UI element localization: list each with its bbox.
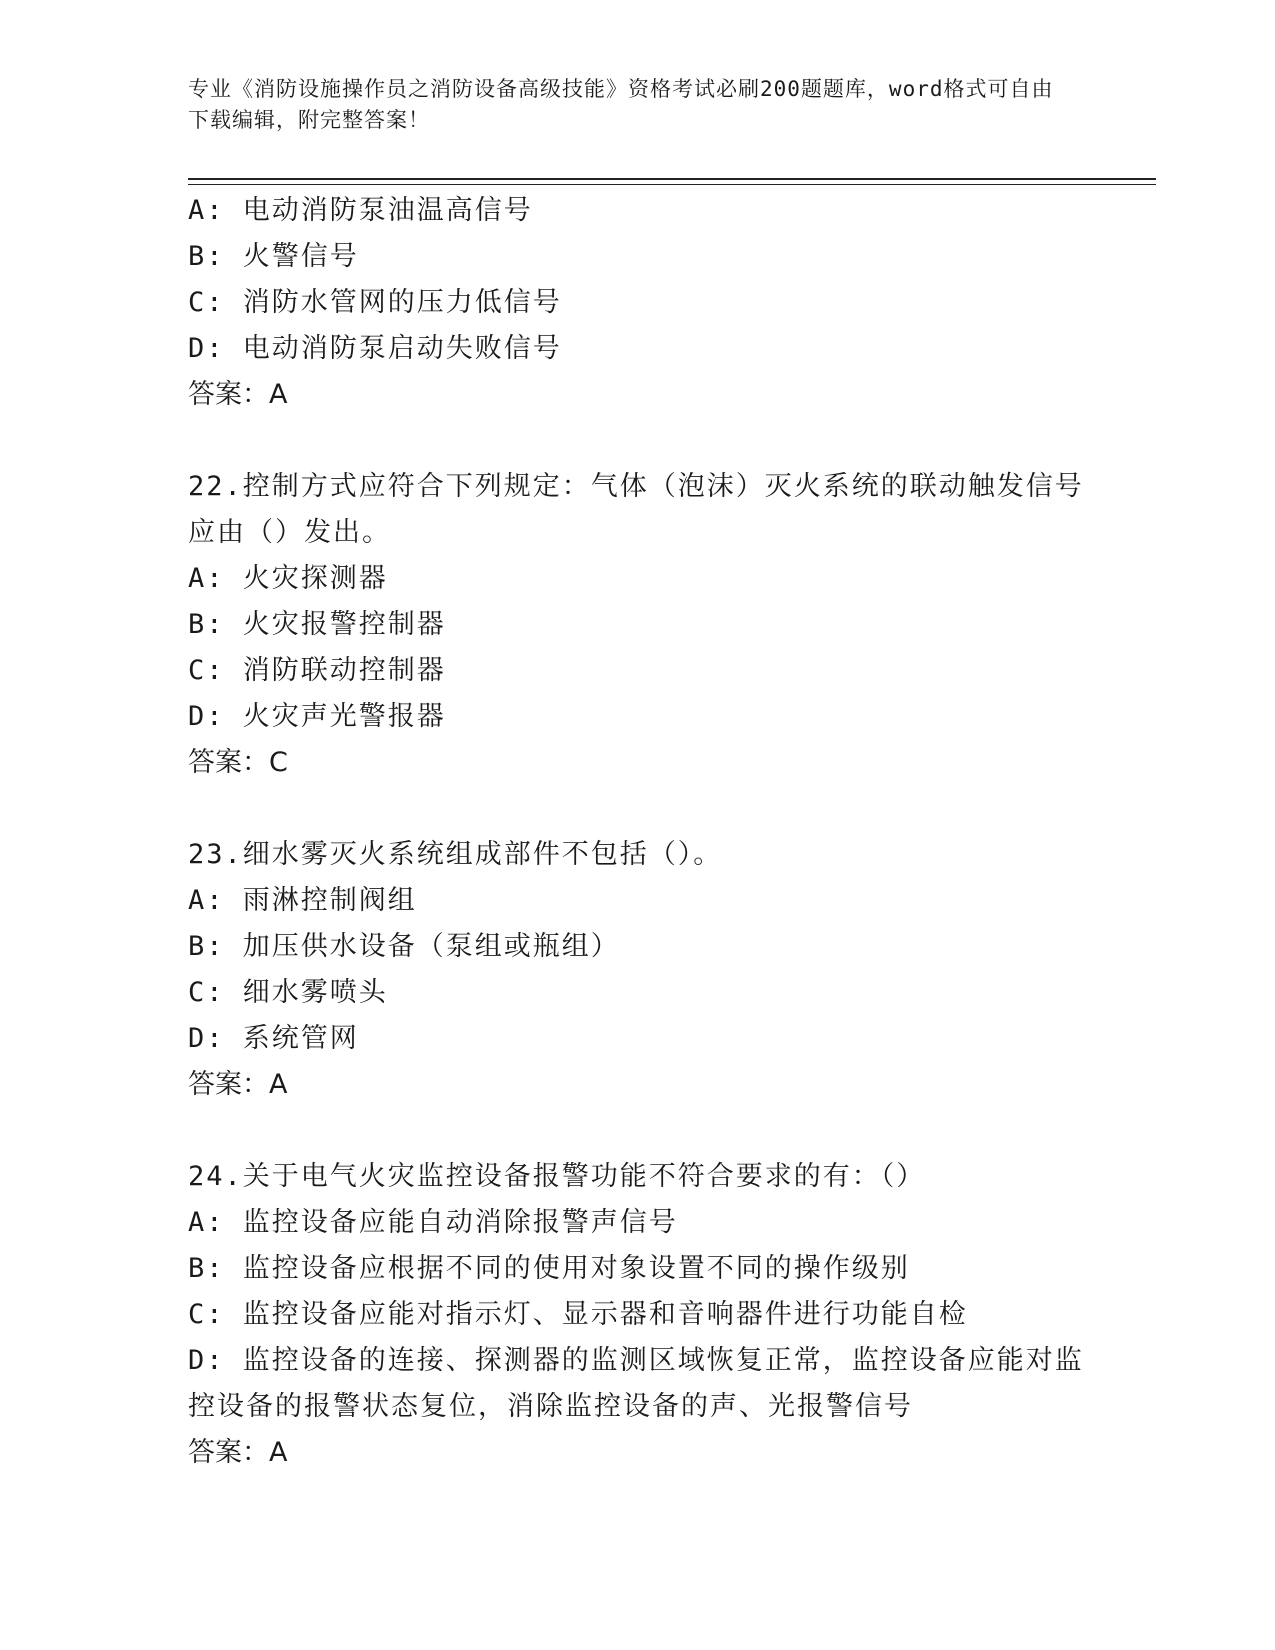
answer-line: 答案：A bbox=[188, 1437, 288, 1468]
option-c: C: 消防水管网的压力低信号 bbox=[188, 287, 562, 318]
answer-line: 答案：A bbox=[188, 379, 288, 410]
option-d: D: 监控设备的连接、探测器的监测区域恢复正常，监控设备应能对监 bbox=[188, 1345, 1084, 1376]
answer-line: 答案：A bbox=[188, 1069, 288, 1100]
question-text: 22.控制方式应符合下列规定：气体（泡沫）灭火系统的联动触发信号 bbox=[188, 471, 1084, 502]
answer-line: 答案：C bbox=[188, 747, 288, 778]
option-a: A: 监控设备应能自动消除报警声信号 bbox=[188, 1207, 678, 1238]
question-22 bbox=[188, 464, 1088, 786]
option-d: D: 系统管网 bbox=[188, 1023, 359, 1054]
question-23 bbox=[188, 832, 1088, 1108]
question-24 bbox=[188, 1154, 1088, 1476]
document-header: 专业《消防设施操作员之消防设备高级技能》资格考试必刷200题题库，word格式可自由下载编辑，附完整答案！ bbox=[188, 77, 1054, 132]
option-b: B: 加压供水设备（泵组或瓶组） bbox=[188, 931, 620, 962]
option-b: B: 火灾报警控制器 bbox=[188, 609, 446, 640]
question-content bbox=[188, 188, 1088, 1476]
option-d: D: 电动消防泵启动失败信号 bbox=[188, 333, 562, 364]
question-text-continued: 应由（）发出。 bbox=[188, 517, 391, 548]
question-text: 23.细水雾灭火系统组成部件不包括（）。 bbox=[188, 839, 723, 870]
spacer bbox=[188, 1108, 1088, 1154]
option-a: A: 电动消防泵油温高信号 bbox=[188, 195, 533, 226]
intro-block bbox=[188, 188, 1088, 418]
option-d-continued: 控设备的报警状态复位，消除监控设备的声、光报警信号 bbox=[188, 1391, 913, 1422]
option-b: B: 火警信号 bbox=[188, 241, 359, 272]
header-divider bbox=[188, 178, 1156, 185]
option-c: C: 细水雾喷头 bbox=[188, 977, 388, 1008]
option-a: A: 火灾探测器 bbox=[188, 563, 388, 594]
spacer bbox=[188, 418, 1088, 464]
option-b: B: 监控设备应根据不同的使用对象设置不同的操作级别 bbox=[188, 1253, 910, 1284]
option-a: A: 雨淋控制阀组 bbox=[188, 885, 417, 916]
option-c: C: 消防联动控制器 bbox=[188, 655, 446, 686]
option-c: C: 监控设备应能对指示灯、显示器和音响器件进行功能自检 bbox=[188, 1299, 968, 1330]
spacer bbox=[188, 786, 1088, 832]
question-text: 24.关于电气火灾监控设备报警功能不符合要求的有：（） bbox=[188, 1161, 926, 1192]
option-d: D: 火灾声光警报器 bbox=[188, 701, 446, 732]
